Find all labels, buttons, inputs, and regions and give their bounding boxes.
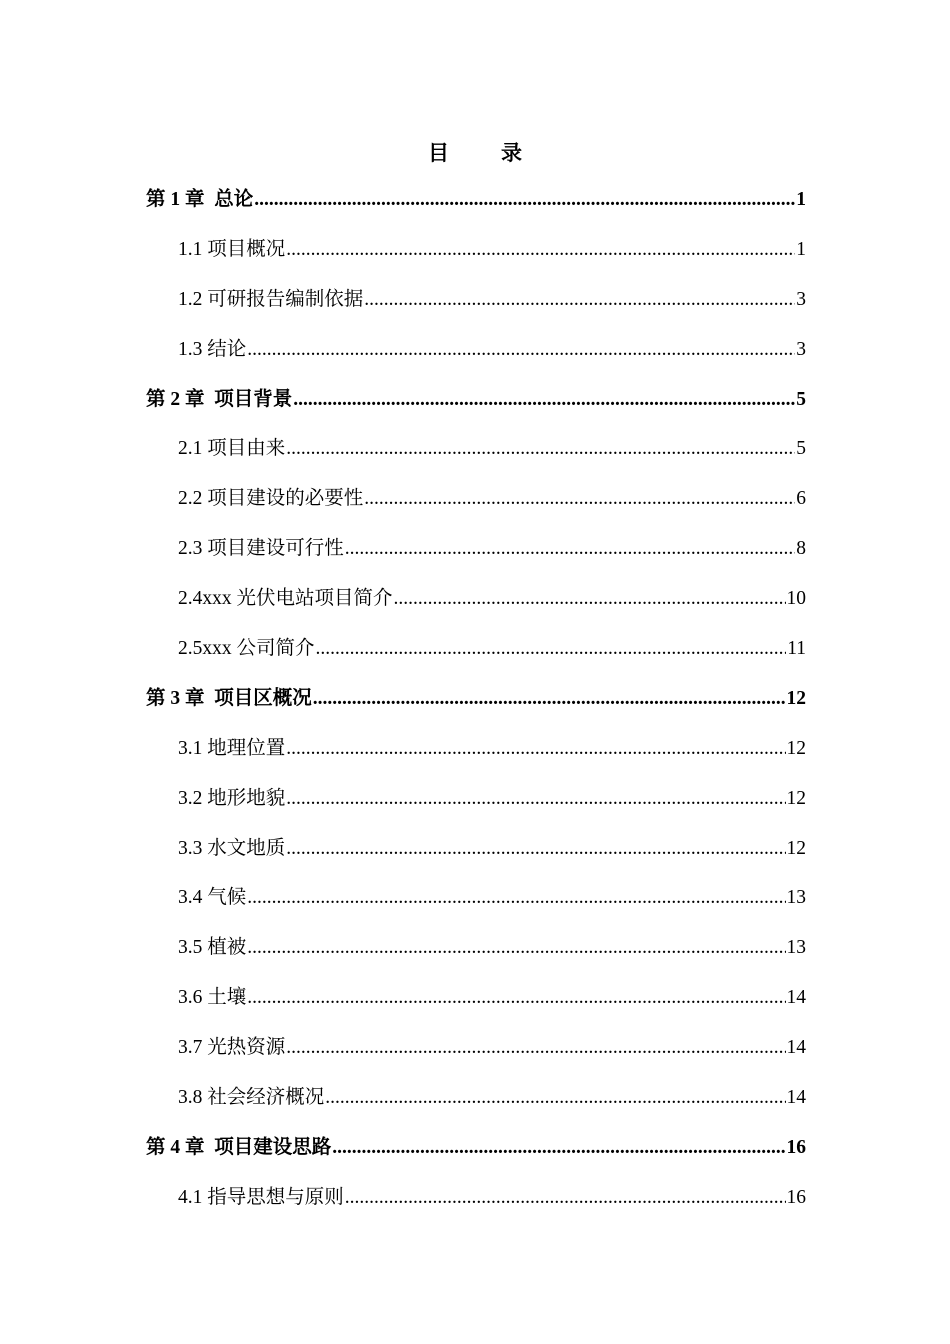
toc-dot-leader (332, 1130, 785, 1166)
toc-section-entry[interactable] (146, 332, 806, 382)
toc-entry-label: 2.4xxx 光伏电站项目简介 (178, 588, 393, 610)
toc-page-number: 13 (786, 887, 806, 909)
toc-page-number: 16 (786, 1186, 806, 1208)
toc-page-number: 12 (786, 787, 806, 809)
toc-section-entry[interactable] (146, 431, 806, 481)
toc-entry-label: 3.6 土壤 (178, 987, 247, 1009)
toc-entry-label: 2.1 项目由来 (178, 438, 286, 460)
toc-dot-leader (286, 731, 785, 767)
toc-entry-label: 1.2 可研报告编制依据 (178, 288, 364, 310)
toc-page-number: 14 (786, 1087, 806, 1109)
toc-entry-label: 第 2 章 项目背景 (146, 388, 293, 410)
toc-section-entry[interactable] (146, 282, 806, 332)
toc-page-number: 13 (786, 937, 806, 959)
toc-page-number: 1 (796, 238, 806, 260)
toc-dot-leader (293, 382, 795, 418)
toc-page-number: 5 (796, 388, 806, 410)
toc-chapter-entry[interactable] (146, 182, 806, 232)
toc-dot-leader (364, 481, 795, 517)
toc-page-number: 12 (786, 837, 806, 859)
toc-section-entry[interactable] (146, 781, 806, 831)
toc-section-entry[interactable] (146, 531, 806, 581)
toc-section-entry[interactable] (146, 631, 806, 681)
toc-section-entry[interactable] (146, 581, 806, 631)
toc-entry-label: 第 1 章 总论 (146, 189, 254, 210)
toc-section-entry[interactable] (146, 1030, 806, 1080)
toc-dot-leader (345, 1180, 786, 1216)
toc-page-number: 10 (786, 588, 806, 610)
toc-page-number: 14 (786, 987, 806, 1009)
toc-section-entry[interactable] (146, 880, 806, 930)
toc-entry-label: 3.3 水文地质 (178, 837, 286, 859)
toc-page-number: 3 (796, 338, 806, 360)
toc-entry-label: 3.5 植被 (178, 937, 247, 959)
toc-page-number: 6 (796, 488, 806, 510)
toc-entry-label: 2.5xxx 公司简介 (178, 638, 315, 660)
toc-dot-leader (313, 681, 786, 717)
toc-dot-leader (286, 232, 795, 268)
toc-title (0, 137, 950, 167)
toc-dot-leader (247, 930, 785, 966)
toc-section-entry[interactable] (146, 731, 806, 781)
toc-dot-leader (325, 1080, 785, 1116)
toc-section-entry[interactable] (146, 1180, 806, 1230)
toc-page-number: 14 (786, 1037, 806, 1059)
toc-page-number: 8 (796, 538, 806, 560)
toc-entry-label: 1.1 项目概况 (178, 238, 286, 260)
toc-entry-label: 2.2 项目建设的必要性 (178, 488, 364, 510)
toc-section-entry[interactable] (146, 980, 806, 1030)
toc-entry-label: 3.1 地理位置 (178, 737, 286, 759)
toc-entry-label: 1.3 结论 (178, 338, 247, 360)
toc-dot-leader (254, 182, 795, 218)
toc-dot-leader (286, 431, 795, 467)
toc-page-number: 5 (796, 438, 806, 460)
toc-dot-leader (286, 831, 785, 867)
toc-title-right: 录 (501, 141, 522, 165)
toc-dot-leader (247, 332, 795, 368)
toc-dot-leader (316, 631, 787, 667)
toc-section-entry[interactable] (146, 481, 806, 531)
toc-entry-label: 3.2 地形地貌 (178, 787, 286, 809)
toc-section-entry[interactable] (146, 1080, 806, 1130)
toc-page-number: 12 (786, 737, 806, 759)
toc-page-number: 1 (796, 189, 806, 210)
toc-section-entry[interactable] (146, 930, 806, 980)
toc-title-left: 目 (428, 141, 449, 165)
toc-entry-label: 3.7 光热资源 (178, 1037, 286, 1059)
toc-dot-leader (345, 531, 795, 567)
toc-dot-leader (247, 880, 785, 916)
toc-entry-label: 4.1 指导思想与原则 (178, 1186, 344, 1208)
toc-dot-leader (286, 1030, 785, 1066)
toc-section-entry[interactable] (146, 232, 806, 282)
toc-chapter-entry[interactable] (146, 681, 806, 731)
toc-dot-leader (286, 781, 785, 817)
toc-dot-leader (394, 581, 786, 617)
toc-entry-label: 2.3 项目建设可行性 (178, 538, 344, 560)
toc-entry-label: 3.8 社会经济概况 (178, 1087, 325, 1109)
toc-entry-label: 第 3 章 项目区概况 (146, 687, 312, 709)
toc-page-number: 12 (786, 687, 806, 709)
toc-page-number: 3 (796, 288, 806, 310)
toc-page-number: 11 (787, 638, 806, 660)
toc-section-entry[interactable] (146, 831, 806, 881)
toc-page-number: 16 (786, 1136, 806, 1158)
toc-dot-leader (247, 980, 785, 1016)
toc-entry-label: 第 4 章 项目建设思路 (146, 1136, 332, 1158)
toc-dot-leader (364, 282, 795, 318)
toc-chapter-entry[interactable] (146, 1130, 806, 1180)
table-of-contents (146, 182, 806, 1230)
toc-entry-label: 3.4 气候 (178, 887, 247, 909)
toc-chapter-entry[interactable] (146, 382, 806, 432)
